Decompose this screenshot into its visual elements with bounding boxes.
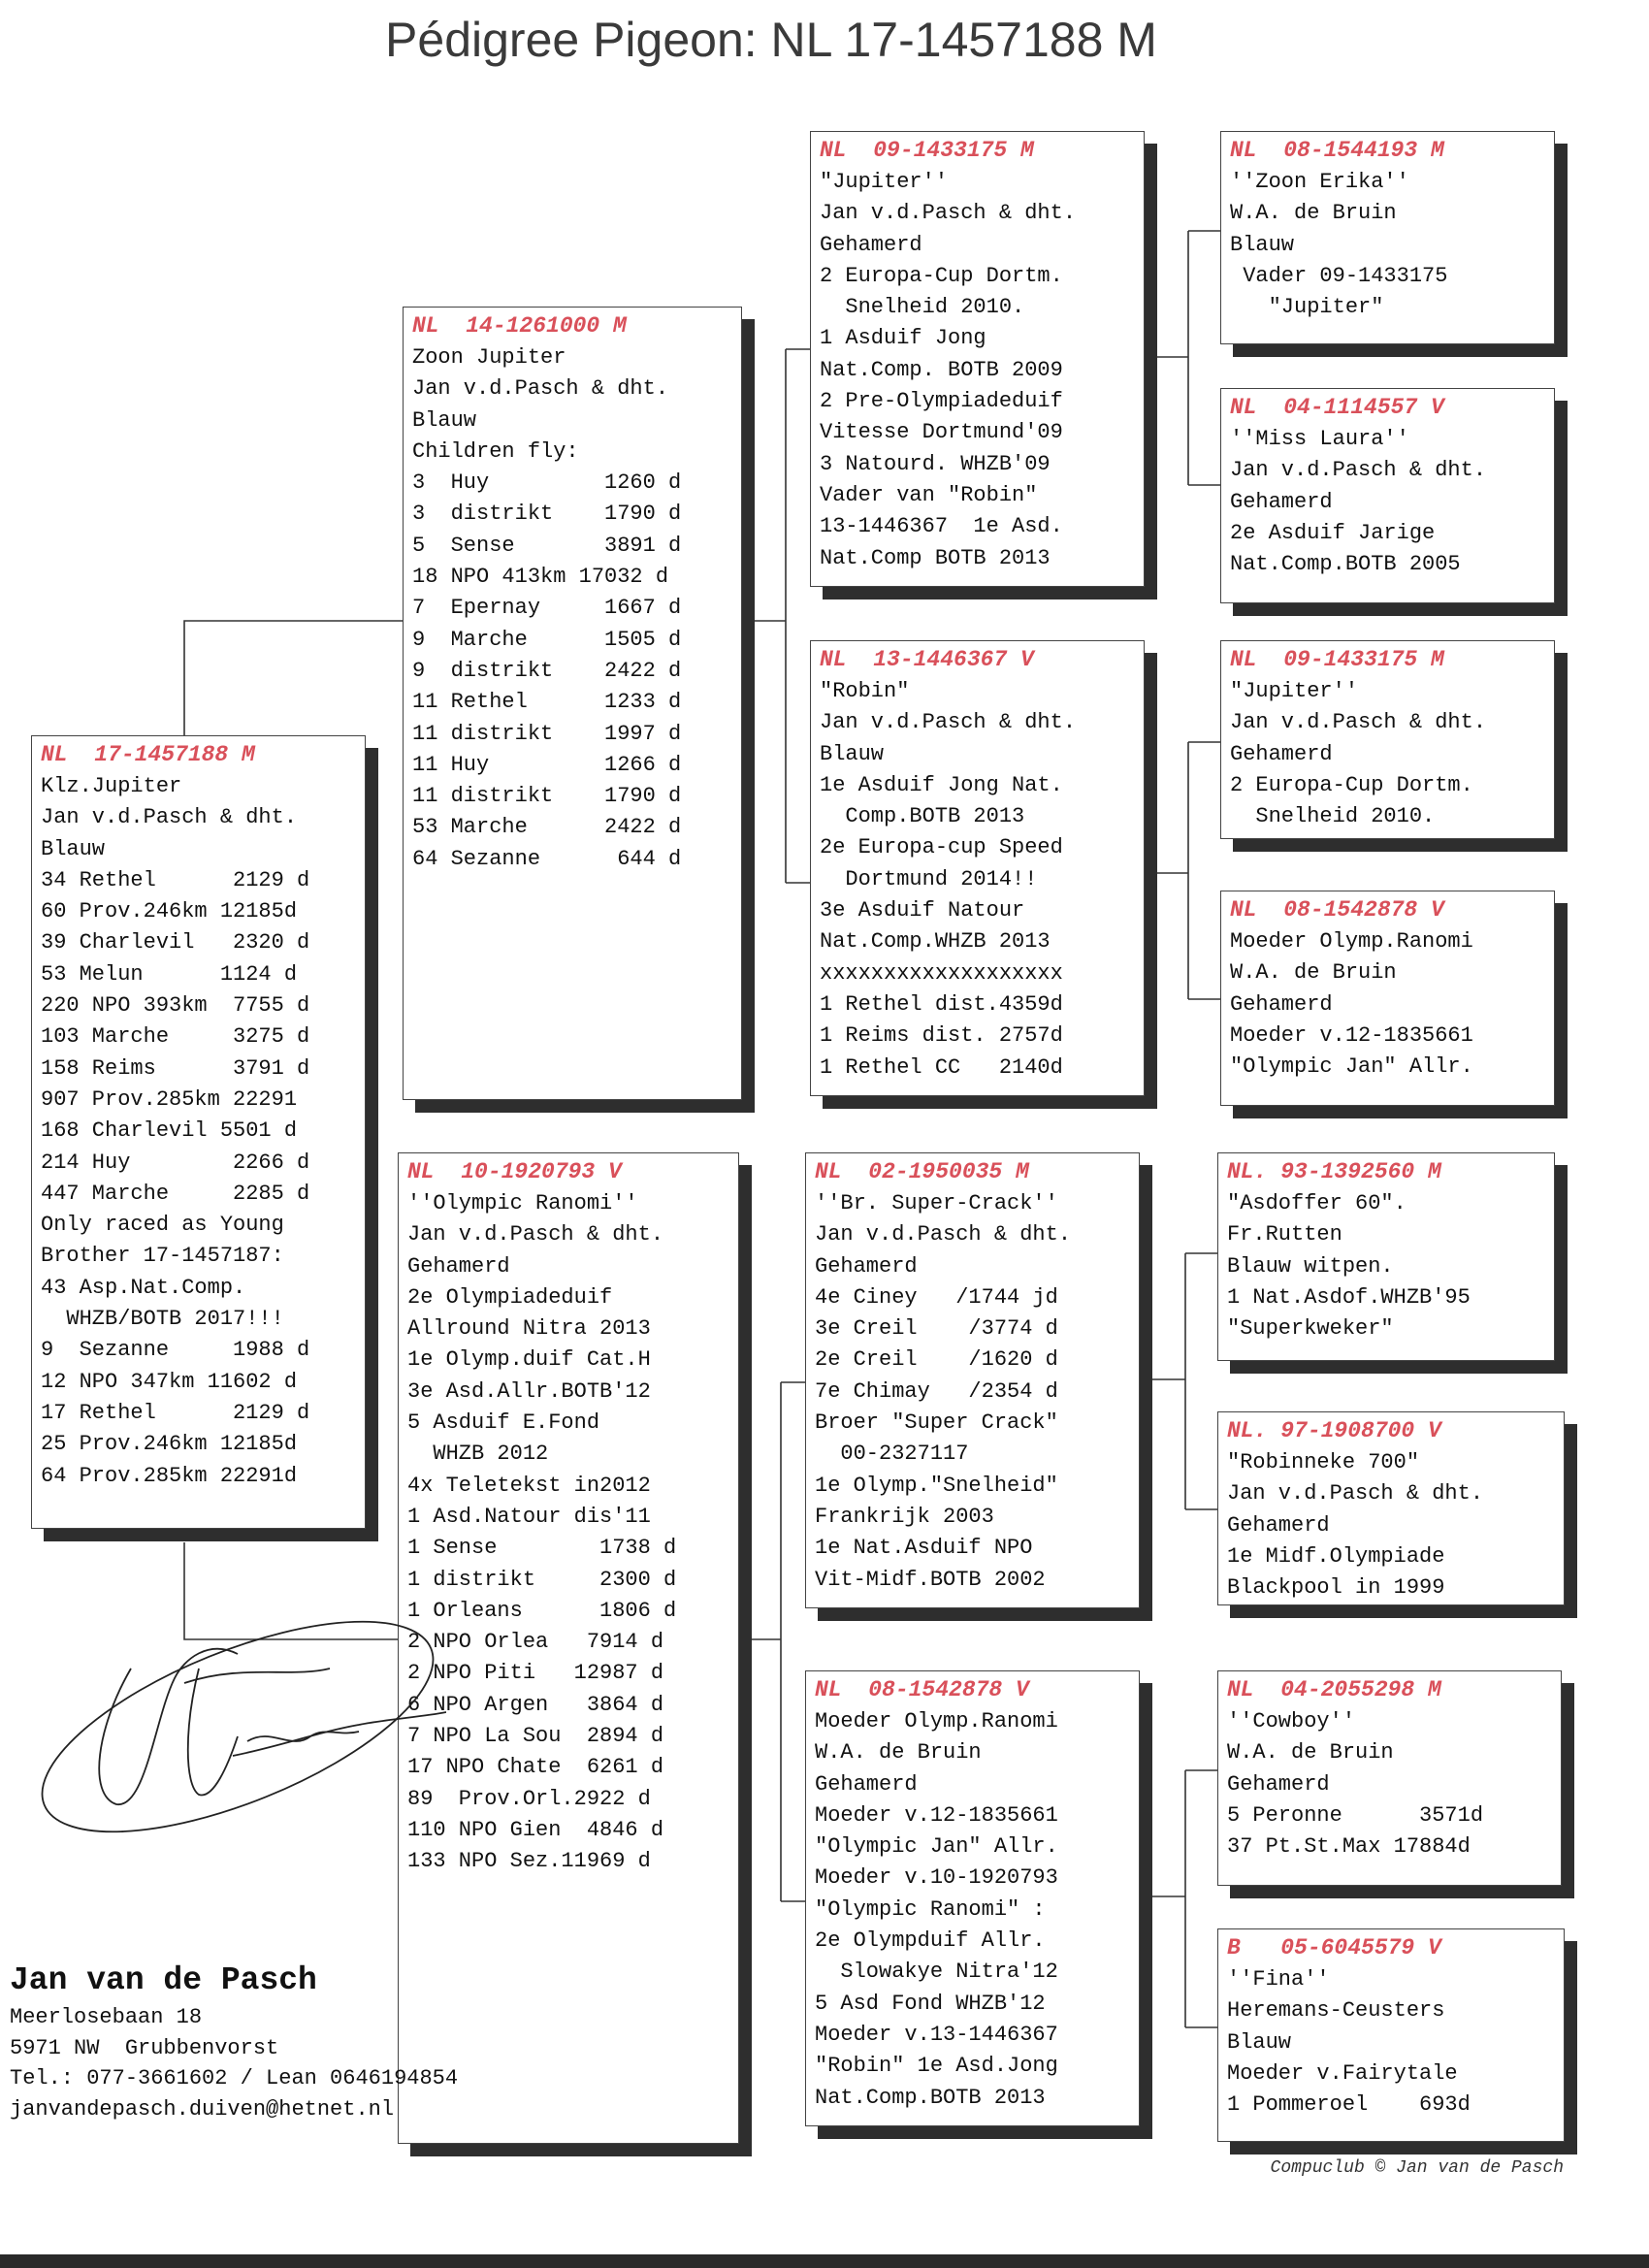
card-line: WHZB 2012	[407, 1442, 549, 1467]
card-lines	[820, 167, 1138, 574]
card-line: Broer "Super Crack"	[815, 1410, 1058, 1436]
ring-number: NL 10-1920793 V	[407, 1159, 622, 1184]
card-line: Dortmund 2014!!	[820, 866, 1038, 891]
pigeon-card-sire-sire	[810, 131, 1145, 587]
card-line: 11 distrikt 1790 d	[412, 784, 682, 809]
card-lines	[41, 771, 359, 1492]
card-line: Gehamerd	[815, 1771, 918, 1797]
card-lines	[1227, 1706, 1555, 1863]
card-line: Blauw	[412, 407, 477, 433]
card-line: 133 NPO Sez.11969 d	[407, 1849, 651, 1874]
card-line: 110 NPO Gien 4846 d	[407, 1817, 664, 1842]
card-line: 64 Prov.285km 22291d	[41, 1463, 298, 1488]
card-line: Nat.Comp.WHZB 2013	[820, 929, 1051, 955]
owner-address-line: Meerlosebaan 18	[10, 2005, 203, 2029]
card-line: ''Cowboy''	[1227, 1709, 1356, 1733]
card-line: Frankrijk 2003	[815, 1504, 994, 1529]
card-line: xxxxxxxxxxxxxxxxxxx	[820, 960, 1063, 986]
card-line: Moeder v.12-1835661	[815, 1802, 1058, 1828]
ring-number: NL 08-1544193 M	[1230, 138, 1444, 163]
pigeon-card-sss	[1220, 131, 1555, 344]
pigeon-card-dss	[1217, 1152, 1555, 1361]
card-line: 1 distrikt 2300 d	[407, 1567, 677, 1592]
page-edge	[0, 2254, 1649, 2268]
card-line: 9 Marche 1505 d	[412, 627, 682, 652]
card-line: 25 Prov.246km 12185d	[41, 1432, 298, 1457]
card-line: Jan v.d.Pasch & dht.	[820, 710, 1077, 735]
card-line: 214 Huy 2266 d	[41, 1150, 310, 1175]
card-line: "Asdoffer 60".	[1227, 1191, 1406, 1215]
ring-number: NL 14-1261000 M	[412, 313, 627, 339]
card-line: "Olympic Ranomi" :	[815, 1896, 1046, 1922]
card-line: Blackpool in 1999	[1227, 1575, 1445, 1601]
pigeon-card-dam-sire	[805, 1152, 1140, 1608]
ring-number: NL 13-1446367 V	[820, 647, 1034, 672]
card-line: 1 Rethel dist.4359d	[820, 991, 1063, 1017]
card-line: Blauw witpen.	[1227, 1253, 1394, 1279]
card-line: 1 Asd.Natour dis'11	[407, 1504, 651, 1529]
card-lines	[815, 1706, 1133, 2114]
card-line: 9 Sezanne 1988 d	[41, 1338, 310, 1363]
card-line: 89 Prov.Orl.2922 d	[407, 1786, 651, 1811]
footer-credit: Compuclub © Jan van de Pasch	[1270, 2158, 1564, 2178]
pigeon-card-sds	[1220, 640, 1555, 839]
card-lines	[1230, 926, 1548, 1083]
card-line: 12 NPO 347km 11602 d	[41, 1369, 298, 1394]
card-line: 3e Asd.Allr.BOTB'12	[407, 1378, 651, 1404]
card-line: 5 Peronne 3571d	[1227, 1802, 1484, 1828]
card-line: 3 distrikt 1790 d	[412, 502, 682, 527]
card-line: Moeder v.10-1920793	[815, 1865, 1058, 1891]
card-line: Klz.Jupiter	[41, 774, 182, 798]
card-line: 1e Olymp."Snelheid"	[815, 1473, 1058, 1498]
ring-number: B 05-6045579 V	[1227, 1935, 1441, 1960]
card-line: Gehamerd	[1227, 1771, 1330, 1797]
card-line: Blauw	[820, 741, 885, 766]
card-line: 168 Charlevil 5501 d	[41, 1118, 298, 1144]
ring-number: NL 09-1433175 M	[820, 138, 1034, 163]
ring-number: NL 04-2055298 M	[1227, 1677, 1441, 1702]
pigeon-card-dam-dam	[805, 1670, 1140, 2126]
card-line: 1 Rethel CC 2140d	[820, 1054, 1063, 1080]
card-line: 2 Pre-Olympiadeduif	[820, 389, 1063, 414]
ring-number: NL. 97-1908700 V	[1227, 1418, 1441, 1443]
card-line: 1e Nat.Asduif NPO	[815, 1536, 1033, 1561]
card-line: 2 NPO Piti 12987 d	[407, 1661, 664, 1686]
card-line: 7 NPO La Sou 2894 d	[407, 1724, 664, 1749]
owner-phone: Tel.: 077-3661602 / Lean 0646194854	[10, 2066, 459, 2090]
card-line: Children fly:	[412, 438, 579, 464]
card-line: 5 Asduif E.Fond	[407, 1410, 600, 1436]
card-line: Allround Nitra 2013	[407, 1316, 651, 1342]
card-line: Heremans-Ceusters	[1227, 1998, 1445, 2024]
card-lines	[815, 1188, 1133, 1596]
card-line: 3e Creil /3774 d	[815, 1316, 1058, 1342]
card-line: 2e Europa-cup Speed	[820, 835, 1063, 860]
card-line: 447 Marche 2285 d	[41, 1181, 310, 1206]
card-line: "Jupiter''	[820, 170, 949, 194]
card-line: Nat.Comp. BOTB 2009	[820, 357, 1063, 382]
card-line: "Superkweker"	[1227, 1316, 1394, 1342]
card-line: 2e Olympduif Allr.	[815, 1928, 1046, 1954]
card-line: "Olympic Jan" Allr.	[1230, 1054, 1473, 1080]
card-line: 34 Rethel 2129 d	[41, 867, 310, 892]
card-line: 17 NPO Chate 6261 d	[407, 1755, 664, 1780]
card-line: Vitesse Dortmund'09	[820, 420, 1063, 445]
card-line: 1 Reims dist. 2757d	[820, 1023, 1063, 1049]
card-line: 7 Epernay 1667 d	[412, 596, 682, 621]
card-line: 2 Europa-Cup Dortm.	[1230, 772, 1473, 797]
card-line: 4x Teletekst in2012	[407, 1473, 651, 1498]
card-line: 103 Marche 3275 d	[41, 1024, 310, 1050]
card-lines	[1227, 1964, 1558, 2121]
card-line: Nat.Comp.BOTB 2005	[1230, 552, 1461, 577]
pigeon-card-main	[31, 735, 366, 1529]
card-line: Vader 09-1433175	[1230, 263, 1448, 288]
card-line: "Robin" 1e Asd.Jong	[815, 2054, 1058, 2079]
card-line: W.A. de Bruin	[1230, 201, 1397, 226]
card-line: 1 Pommeroel 693d	[1227, 2092, 1471, 2118]
ring-number: NL 08-1542878 V	[1230, 897, 1444, 923]
card-line: Fr.Rutten	[1227, 1222, 1342, 1247]
card-line: Nat.Comp.BOTB 2013	[815, 2085, 1046, 2110]
card-line: Moeder v.Fairytale	[1227, 2060, 1458, 2086]
card-line: Nat.Comp BOTB 2013	[820, 545, 1051, 570]
card-lines	[412, 342, 735, 875]
card-line: 2 Europa-Cup Dortm.	[820, 263, 1063, 288]
card-line: 13-1446367 1e Asd.	[820, 514, 1063, 539]
card-line: W.A. de Bruin	[1230, 960, 1397, 986]
card-lines	[1230, 424, 1548, 580]
pigeon-card-sdd	[1220, 891, 1555, 1106]
owner-info	[10, 1960, 458, 2124]
card-lines	[1230, 167, 1548, 323]
card-line: "Jupiter''	[1230, 679, 1359, 703]
card-line: Moeder v.13-1446367	[815, 2022, 1058, 2047]
card-line: ''Zoon Erika''	[1230, 170, 1409, 194]
card-lines	[1230, 676, 1548, 832]
pigeon-card-ssd	[1220, 388, 1555, 603]
card-line: Moeder Olymp.Ranomi	[815, 1709, 1058, 1733]
card-line: 9 distrikt 2422 d	[412, 658, 682, 683]
card-lines	[1227, 1447, 1558, 1604]
card-line: 11 Rethel 1233 d	[412, 690, 682, 715]
card-line: 158 Reims 3791 d	[41, 1055, 310, 1081]
card-line: ''Fina''	[1227, 1967, 1330, 1992]
card-line: Gehamerd	[1227, 1512, 1330, 1538]
card-line: Brother 17-1457187:	[41, 1244, 284, 1269]
card-line: Gehamerd	[1230, 741, 1333, 766]
card-lines	[820, 676, 1138, 1084]
card-line: 18 NPO 413km 17032 d	[412, 565, 669, 590]
card-line: "Robinneke 700"	[1227, 1450, 1420, 1474]
card-line: 17 Rethel 2129 d	[41, 1400, 310, 1425]
ring-number: NL 04-1114557 V	[1230, 395, 1444, 420]
card-line: "Olympic Jan" Allr.	[815, 1834, 1058, 1860]
card-line: Only raced as Young	[41, 1213, 284, 1238]
card-line: 2 NPO Orlea 7914 d	[407, 1630, 664, 1655]
signature-mark	[39, 1610, 446, 1863]
card-line: W.A. de Bruin	[815, 1740, 982, 1766]
card-line: Blauw	[1230, 232, 1295, 257]
card-line: Gehamerd	[815, 1253, 918, 1279]
card-lines	[407, 1188, 732, 1878]
card-line: Blauw	[41, 836, 106, 861]
card-line: 1e Olymp.duif Cat.H	[407, 1347, 651, 1373]
card-line: 1 Orleans 1806 d	[407, 1598, 677, 1623]
card-line: 1e Midf.Olympiade	[1227, 1543, 1445, 1569]
card-line: 60 Prov.246km 12185d	[41, 899, 298, 924]
pigeon-card-sire-dam	[810, 640, 1145, 1096]
card-line: 1 Nat.Asdof.WHZB'95	[1227, 1284, 1471, 1310]
card-line: 4e Ciney /1744 jd	[815, 1284, 1058, 1310]
ring-number: NL 09-1433175 M	[1230, 647, 1444, 672]
card-line: 64 Sezanne 644 d	[412, 846, 682, 871]
card-line: Gehamerd	[407, 1253, 510, 1279]
card-line: 907 Prov.285km 22291	[41, 1086, 298, 1112]
card-line: 53 Melun 1124 d	[41, 961, 298, 987]
card-line: 00-2327117	[815, 1442, 969, 1467]
card-line: 37 Pt.St.Max 17884d	[1227, 1834, 1471, 1860]
card-line: 3 Huy 1260 d	[412, 470, 682, 496]
ring-number: NL 17-1457188 M	[41, 742, 255, 767]
pigeon-card-ddd	[1217, 1928, 1565, 2142]
card-line: 11 distrikt 1997 d	[412, 721, 682, 746]
owner-name: Jan van de Pasch	[10, 1962, 317, 1998]
pigeon-card-dsd	[1217, 1411, 1565, 1605]
card-line: 2e Olympiadeduif	[407, 1284, 613, 1310]
card-line: 1 Asduif Jong	[820, 326, 986, 351]
card-line: 7e Chimay /2354 d	[815, 1378, 1058, 1404]
card-line: Jan v.d.Pasch & dht.	[41, 805, 298, 830]
card-line: 6 NPO Argen 3864 d	[407, 1692, 664, 1717]
card-line: 3e Asduif Natour	[820, 898, 1025, 923]
card-line: Jan v.d.Pasch & dht.	[1230, 710, 1487, 735]
card-line: 53 Marche 2422 d	[412, 815, 682, 840]
ring-number: NL. 93-1392560 M	[1227, 1159, 1441, 1184]
card-line: 39 Charlevil 2320 d	[41, 930, 310, 956]
card-line: 1e Asduif Jong Nat.	[820, 772, 1063, 797]
card-line: Vit-Midf.BOTB 2002	[815, 1567, 1046, 1592]
card-line: 5 Sense 3891 d	[412, 533, 682, 558]
card-line: 2e Creil /1620 d	[815, 1347, 1058, 1373]
card-line: "Robin"	[820, 679, 910, 703]
card-line: Gehamerd	[1230, 991, 1333, 1017]
card-line: Vader van "Robin"	[820, 482, 1038, 507]
ring-number: NL 08-1542878 V	[815, 1677, 1029, 1702]
card-line: 2e Asduif Jarige	[1230, 520, 1436, 545]
card-line: Jan v.d.Pasch & dht.	[820, 201, 1077, 226]
card-line: WHZB/BOTB 2017!!!	[41, 1307, 284, 1332]
owner-email: janvandepasch.duiven@hetnet.nl	[10, 2096, 395, 2122]
card-line: Slowakye Nitra'12	[815, 1960, 1058, 1985]
card-line: Snelheid 2010.	[1230, 804, 1436, 829]
card-line: Zoon Jupiter	[412, 345, 566, 370]
card-line: Blauw	[1227, 2029, 1292, 2055]
card-lines	[1227, 1188, 1548, 1345]
card-line: 11 Huy 1266 d	[412, 752, 682, 777]
card-line: W.A. de Bruin	[1227, 1740, 1394, 1766]
card-line: Snelheid 2010.	[820, 295, 1025, 320]
card-line: 220 NPO 393km 7755 d	[41, 993, 310, 1019]
card-line: Jan v.d.Pasch & dht.	[1227, 1481, 1484, 1507]
card-line: Moeder Olymp.Ranomi	[1230, 929, 1473, 954]
page-title: Pédigree Pigeon: NL 17-1457188 M	[385, 13, 1157, 67]
card-line: ''Olympic Ranomi''	[407, 1191, 638, 1215]
pigeon-card-dds	[1217, 1670, 1562, 1886]
card-line: ''Miss Laura''	[1230, 427, 1409, 451]
pigeon-card-sire	[403, 307, 742, 1100]
card-line: Moeder v.12-1835661	[1230, 1022, 1473, 1048]
card-line: Jan v.d.Pasch & dht.	[1230, 458, 1487, 483]
card-line: 43 Asp.Nat.Comp.	[41, 1275, 246, 1300]
card-line: Comp.BOTB 2013	[820, 804, 1025, 829]
card-line: 5 Asd Fond WHZB'12	[815, 1991, 1046, 2016]
card-line: Jan v.d.Pasch & dht.	[412, 376, 669, 402]
card-line: Gehamerd	[820, 232, 922, 257]
card-line: 3 Natourd. WHZB'09	[820, 451, 1051, 476]
owner-address-line: 5971 NW Grubbenvorst	[10, 2035, 279, 2060]
card-line: Jan v.d.Pasch & dht.	[815, 1222, 1072, 1247]
card-line: 1 Sense 1738 d	[407, 1536, 677, 1561]
card-line: "Jupiter"	[1230, 295, 1384, 320]
ring-number: NL 02-1950035 M	[815, 1159, 1029, 1184]
card-line: ''Br. Super-Crack''	[815, 1191, 1058, 1215]
card-line: Jan v.d.Pasch & dht.	[407, 1222, 664, 1247]
card-line: Gehamerd	[1230, 489, 1333, 514]
